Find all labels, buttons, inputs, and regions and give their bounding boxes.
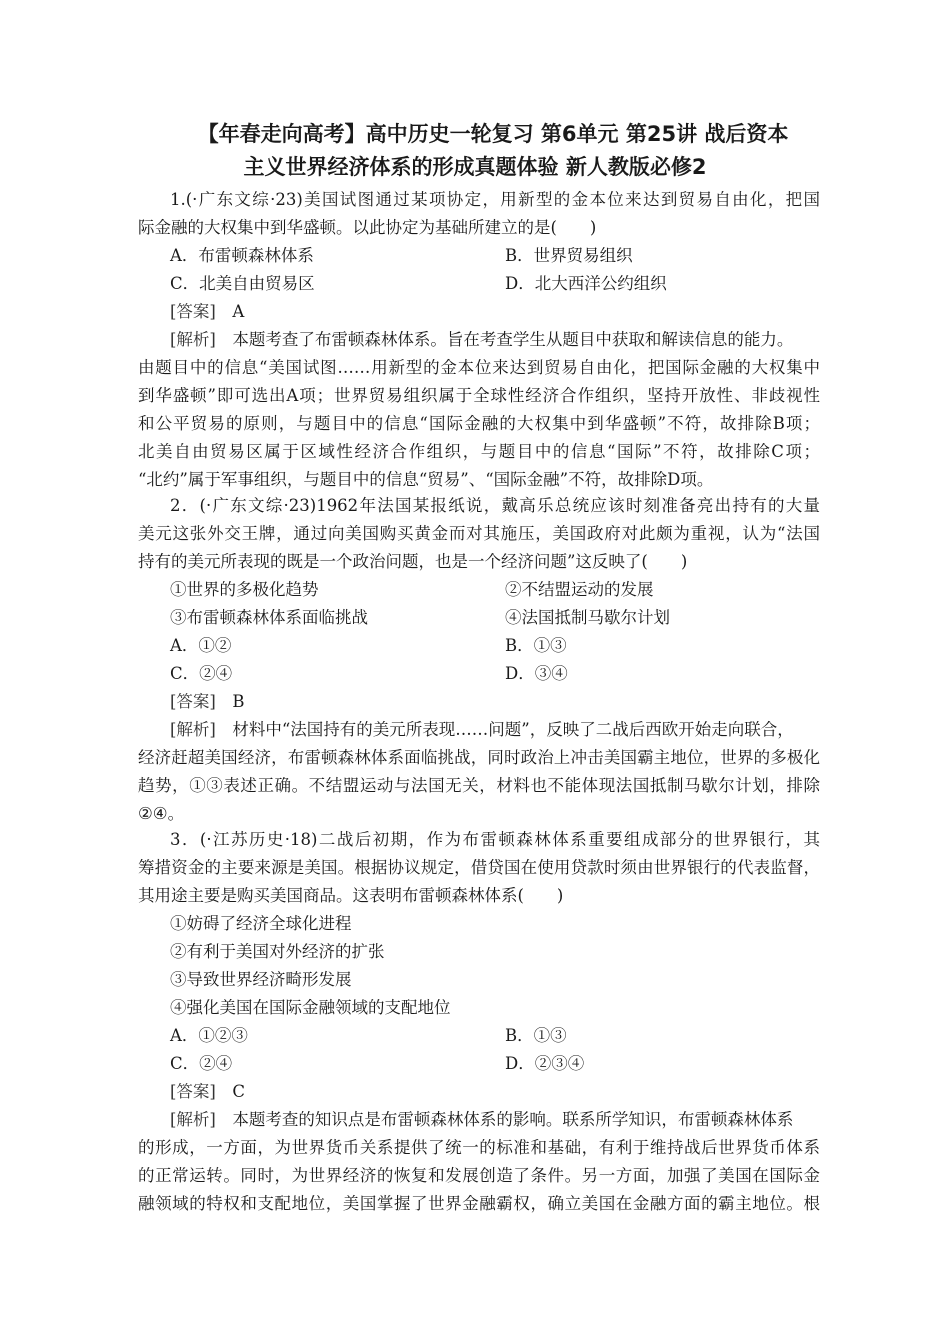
q2-stem-line: 持有的美元所表现的既是一个政治问题，也是一个经济问题”这反映了( ) [138,552,688,571]
q1-analysis-line: 和公平贸易的原则，与题目中的信息“国际金融的大权集中到华盛顿”不符，故排除B项； [138,414,820,433]
answer-value: B [232,692,245,711]
q2-option-a: A．①② [170,636,232,655]
q2-item-row [170,576,820,604]
q3-analysis-line: 融领域的特权和支配地位，美国掌握了世界金融霸权，确立美国在金融方面的霸主地位。根 [138,1194,820,1213]
q3-option-row [170,1050,820,1078]
q2-stem-line: 美元这张外交王牌，通过向美国购买黄金而对其施压，美国政府对此颇为重视，认为“法国 [138,524,820,543]
q2-stem-line: 2．(·广东文综·23)1962年法国某报纸说，戴高乐总统应该时刻准备亮出持有的大量 [170,496,820,515]
q1-option-c: C．北美自由贸易区 [170,274,315,293]
q2-analysis-line: 趋势，①③表述正确。不结盟运动与法国无关，材料也不能体现法国抵制马歇尔计划，排除 [138,776,820,795]
title-line-2: 主义世界经济体系的形成真题体验 新人教版必修2 [243,155,707,179]
q2-item-4: ④法国抵制马歇尔计划 [505,608,670,627]
q2-analysis-first [170,716,820,744]
q3-option-row [170,1022,820,1050]
q2-analysis-line: 经济赶超美国经济，布雷顿森林体系面临挑战，同时政治上冲击美国霸主地位，世界的多极化 [138,748,820,767]
q1-analysis-line: 由题目中的信息“美国试图……用新型的金本位来达到贸易自由化，把国际金融的大权集中 [138,358,820,377]
q1-stem-line: 际金融的大权集中到华盛顿。以此协定为基础所建立的是( ) [138,218,597,237]
q2-option-d: D．③④ [505,664,568,683]
q1-option-row [170,270,820,298]
q1-analysis-line: 北美自由贸易区属于区域性经济合作组织，与题目中的信息“国际”不符，故排除C项； [138,442,820,461]
title-line-1: 【年春走向高考】高中历史一轮复习 第6单元 第25讲 战后资本 [197,122,789,146]
q2-option-b: B．①③ [505,636,567,655]
q1-answer [170,298,820,326]
q2-option-c: C．②④ [170,664,233,683]
analysis-tag: [解析] [170,330,216,349]
q3-item: ④强化美国在国际金融领域的支配地位 [170,998,451,1017]
q3-option-c: C．②④ [170,1054,233,1073]
answer-value: C [232,1082,245,1101]
q1-analysis-line: “北约”属于军事组织，与题目中的信息“贸易”、“国际金融”不符，故排除D项。 [138,470,714,489]
q3-analysis-line: 的正常运转。同时，为世界经济的恢复和发展创造了条件。另一方面，加强了美国在国际金 [138,1166,820,1185]
q3-option-a: A．①②③ [170,1026,248,1045]
analysis-text: 本题考查的知识点是布雷顿森林体系的影响。联系所学知识，布雷顿森林体系 [232,1110,794,1129]
analysis-text: 材料中“法国持有的美元所表现……问题”，反映了二战后西欧开始走向联合， [232,720,794,739]
q2-answer [170,688,820,716]
q1-option-row [170,242,820,270]
q3-analysis-line: 的形成，一方面，为世界货币关系提供了统一的标准和基础，有利于维持战后世界货币体系 [138,1138,820,1157]
q1-option-d: D．北大西洋公约组织 [505,274,667,293]
q3-stem-line: 筹措资金的主要来源是美国。根据协议规定，借贷国在使用贷款时须由世界银行的代表监督， [138,858,820,877]
q2-option-row [170,660,820,688]
q3-item: ③导致世界经济畸形发展 [170,970,352,989]
q3-item: ②有利于美国对外经济的扩张 [170,942,385,961]
q2-item-2: ②不结盟运动的发展 [505,580,654,599]
q1-analysis-first [170,326,820,354]
analysis-tag: [解析] [170,720,216,739]
q2-option-row [170,632,820,660]
answer-value: A [232,302,245,321]
q2-item-1: ①世界的多极化趋势 [170,580,319,599]
q3-analysis-first [170,1106,820,1134]
q3-stem-line: 3．(·江苏历史·18)二战后初期，作为布雷顿森林体系重要组成部分的世界银行，其 [170,830,820,849]
q3-option-b: B．①③ [505,1026,567,1045]
q1-option-b: B．世界贸易组织 [505,246,633,265]
page-title [120,118,830,184]
q2-item-row [170,604,820,632]
analysis-tag: [解析] [170,1110,216,1129]
q1-stem-line: 1.(·广东文综·23)美国试图通过某项协定，用新型的金本位来达到贸易自由化，把国 [170,190,820,209]
q1-option-a: A．布雷顿森林体系 [170,246,314,265]
answer-tag: [答案] [170,302,216,321]
q3-option-d: D．②③④ [505,1054,585,1073]
q3-stem-line: 其用途主要是购买美国商品。这表明布雷顿森林体系( ) [138,886,564,905]
answer-tag: [答案] [170,692,216,711]
analysis-text: 本题考查了布雷顿森林体系。旨在考查学生从题目中获取和解读信息的能力。 [232,330,794,349]
q2-item-3: ③布雷顿森林体系面临挑战 [170,608,368,627]
answer-tag: [答案] [170,1082,216,1101]
q2-analysis-line: ②④。 [138,804,185,823]
q3-answer [170,1078,820,1106]
q3-item: ①妨碍了经济全球化进程 [170,914,352,933]
q1-analysis-line: 到华盛顿”即可选出A项；世界贸易组织属于全球性经济合作组织，坚持开放性、非歧视性 [138,386,820,405]
